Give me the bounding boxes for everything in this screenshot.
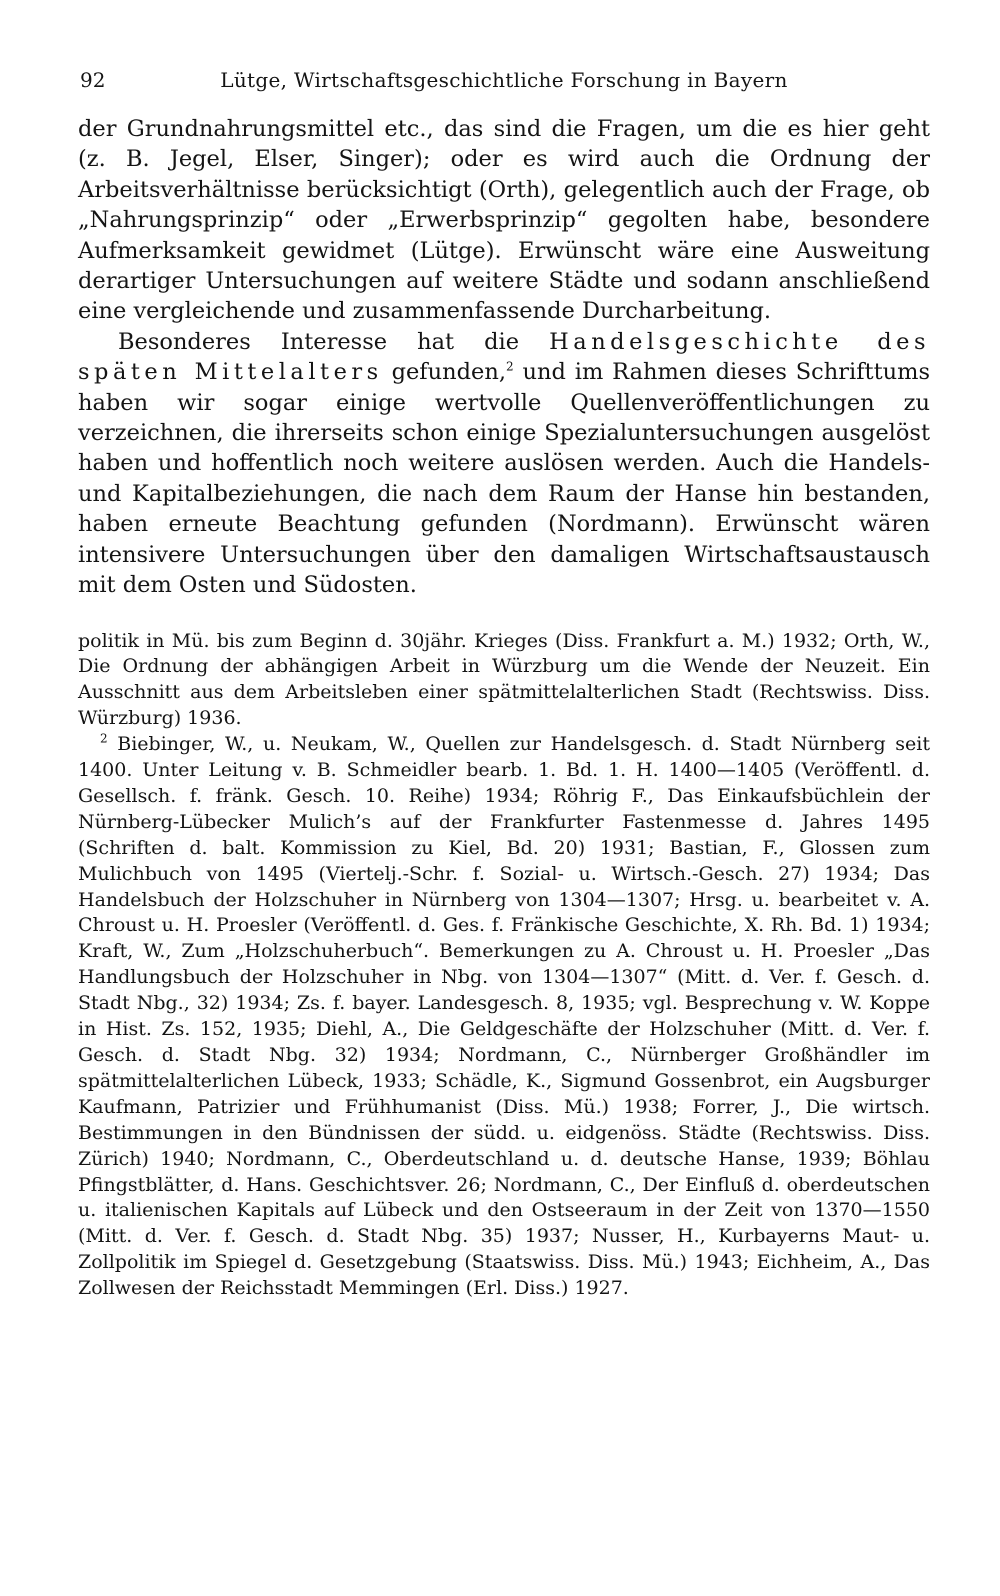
main-text <box>78 114 930 601</box>
paragraph-1: der Grundnahrungsmittel etc., das sind die Fragen, um die es hier geht (z. B. Jegel, Elser, Singer); oder es wird auch die Ordnung der Arbeitsverhältnisse berücksichtigt (Orth), gelegentlich auch der Frage, ob „Nahrungsprinzip“ oder „Erwerbsprinzip“ gegolten habe, besondere Aufmerksamkeit gewidmet (Lütge). Erwünscht wäre eine Ausweitung derartiger Untersuchungen auf weitere Städte und sodann anschließend eine vergleichende und zusammenfassende Durcharbeitung. <box>78 116 930 325</box>
footnote-ref-2: 2 <box>505 359 514 374</box>
running-head <box>78 60 930 100</box>
running-title: Lütge, Wirtschaftsgeschichtliche Forschung in Bayern <box>220 68 788 92</box>
paragraph-2-after-emphasis: gefunden, <box>382 359 506 386</box>
paragraph-2-rest: und im Rahmen dieses Schrifttums haben wir sogar einige wertvolle Quellenveröffentlichungen zu verzeichnen, die ihrerseits schon einige Spezialuntersuchungen ausgelöst haben und hoffentlich noch weitere auslösen werden. Auch die Handels- und Kapitalbeziehungen, die nach dem Raum der Hanse hin bestanden, haben erneute Beachtung gefunden (Nordmann). Erwünscht wären intensivere Untersuchungen über den damaligen Wirtschaftsaustausch mit dem Osten und Südosten. <box>78 359 931 599</box>
footnote-continuation: politik in Mü. bis zum Beginn d. 30jähr. Krieges (Diss. Frankfurt a. M.) 1932; Orth, W., Die Ordnung der abhängigen Arbeit in Würzburg um die Wende der Neuzeit. Ein Ausschnitt aus dem Arbeitsleben einer spätmittelalterlichen Stadt (Rechtswiss. Diss. Würzburg) 1936. <box>78 629 930 730</box>
book-page <box>78 60 930 1302</box>
page-number: 92 <box>80 68 106 92</box>
paragraph-2-emphasis: Handelsgeschichte des späten Mittelalters <box>78 328 930 386</box>
footnote-2 <box>78 732 930 1302</box>
footnote-2-text: Biebinger, W., u. Neukam, W., Quellen zur Handelsgesch. d. Stadt Nürnberg seit 1400. Unter Leitung v. B. Schmeidler bearb. 1. Bd. 1. H. 1400—1405 (Veröffentl. d. Gesellsch. f. fränk. Gesch. 10. Reihe) 1934; Röhrig F., Das Einkaufsbüchlein der Nürnberg-Lübecker Mulich’s auf der Frankfurter Fastenmesse d. Jahres 1495 (Schriften d. balt. Kommission zu Kiel, Bd. 20) 1931; Bastian, F., Glossen zum Mulichbuch von 1495 (Viertelj.-Schr. f. Sozial- u. Wirtsch.-Gesch. 27) 1934; Das Handelsbuch der Holzschuher in Nürnberg von 1304—1307; Hrsg. u. bearbeitet v. A. Chroust u. H. Proesler (Veröffentl. d. Ges. f. Fränkische Geschichte, X. Rh. Bd. 1) 1934; Kraft, W., Zum „Holzschuherbuch“. Bemerkungen zu A. Chroust u. H. Proesler „Das Handlungsbuch der Holzschuher in Nbg. von 1304—1307“ (Mitt. d. Ver. f. Gesch. d. Stadt Nbg., 32) 1934; Zs. f. bayer. Landesgesch. 8, 1935; vgl. Besprechung v. W. Koppe in Hist. Zs. 152, 1935; Diehl, A., Die Geldgeschäfte der Holzschuher (Mitt. d. Ver. f. Gesch. d. Stadt Nbg. 32) 1934; Nordmann, C., Nürnberger Großhändler im spätmittelalterlichen Lübeck, 1933; Schädle, K., Sigmund Gossenbrot, ein Augsburger Kaufmann, Patrizier und Frühhumanist (Diss. Mü.) 1938; Forrer, J., Die wirtsch. Bestimmungen in den Bündnissen der südd. u. eidgenöss. Städte (Rechtswiss. Diss. Zürich) 1940; Nordmann, C., Oberdeutschland u. d. deutsche Hanse, 1939; Böhlau Pfingstblätter, d. Hans. Geschichtsver. 26; Nordmann, C., Der Einfluß d. oberdeutschen u. italienischen Kapitals auf Lübeck und den Ostseeraum in der Zeit von 1370—1550 (Mitt. d. Ver. f. Gesch. d. Stadt Nbg. 35) 1937; Nusser, H., Kurbayerns Maut- u. Zollpolitik im Spiegel d. Gesetzgebung (Staatswiss. Diss. Mü.) 1943; Eichheim, A., Das Zollwesen der Reichsstadt Memmingen (Erl. Diss.) 1927. <box>78 733 930 1300</box>
paragraph-2-lead: Besonderes Interesse hat die <box>118 328 550 355</box>
footnote-2-marker: 2 <box>100 731 108 746</box>
footnotes <box>78 629 930 1303</box>
paragraph-2 <box>78 327 930 601</box>
